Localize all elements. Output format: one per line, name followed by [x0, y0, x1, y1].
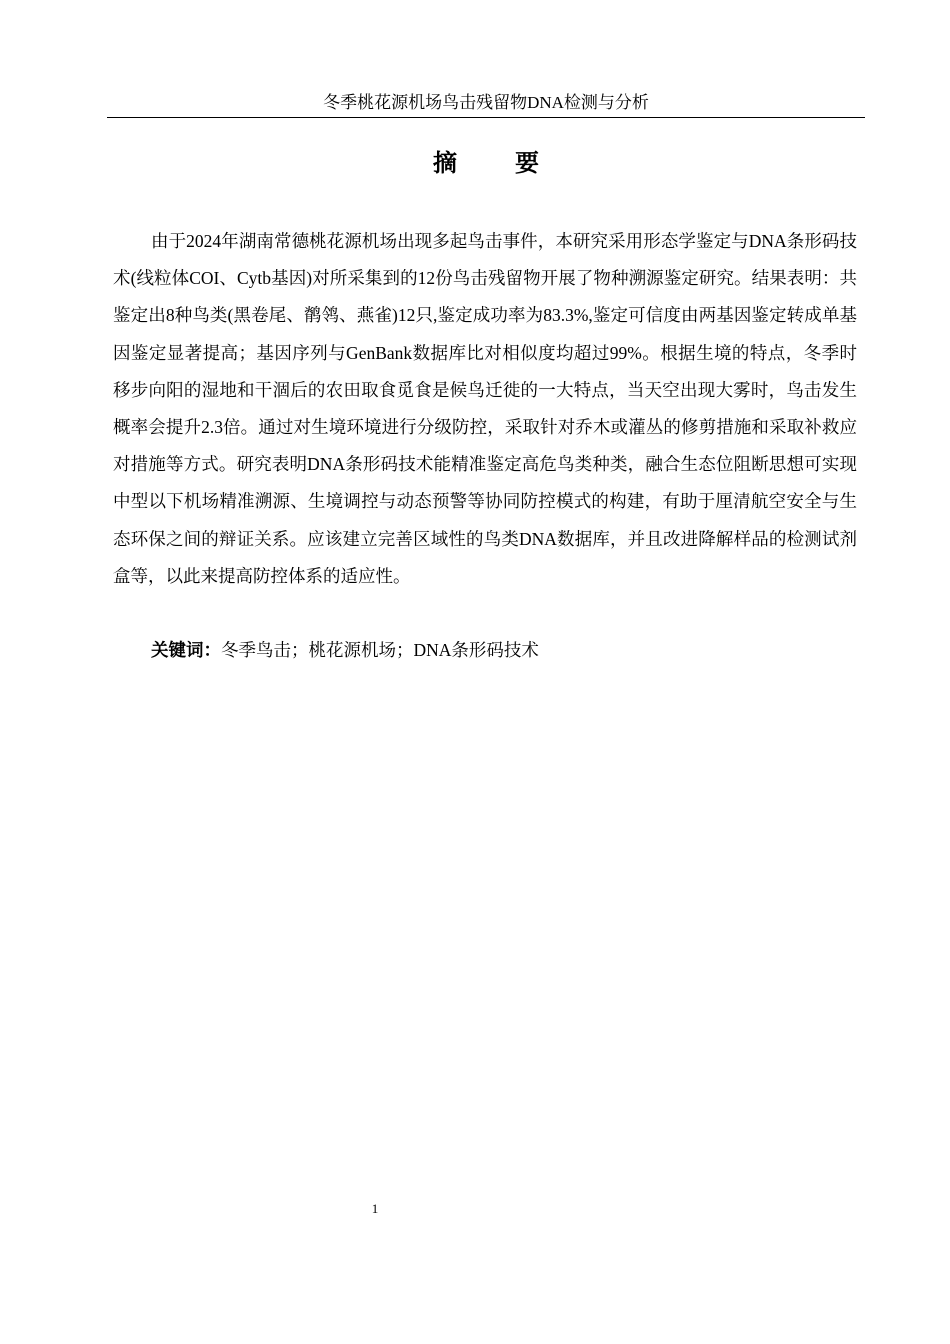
keywords-line [151, 632, 539, 668]
running-header: 冬季桃花源机场鸟击残留物DNA检测与分析 [107, 92, 865, 118]
keywords-label: 关键词： [151, 640, 221, 660]
abstract-title: 摘要 [433, 149, 597, 177]
abstract-body: 由于2024年湖南常德桃花源机场出现多起鸟击事件，本研究采用形态学鉴定与DNA条形码技术(线粒体COI、Cytb基因)对所采集到的12份鸟击残留物开展了物种溯源鉴定研究。结果表明：共鉴定出8种鸟类(黑卷尾、鹡鸰、燕雀)12只,鉴定成功率为83.3%,鉴定可信度由两基因鉴定转成单基因鉴定显著提高；基因序列与GenBank数据库比对相似度均超过99%。根据生境的特点，冬季时移步向阳的湿地和干涸后的农田取食觅食是候鸟迁徙的一大特点，当天空出现大雾时，鸟击发生概率会提升2.3倍。通过对生境环境进行分级防控，采取针对乔木或灌丛的修剪措施和采取补救应对措施等方式。研究表明DNA条形码技术能精准鉴定高危鸟类种类，融合生态位阻断思想可实现中型以下机场精准溯源、生境调控与动态预警等协同防控模式的构建，有助于厘清航空安全与生态环保之间的辩证关系。应该建立完善区域性的鸟类DNA数据库，并且改进降解样品的检测试剂盒等，以此来提高防控体系的适应性。 [113, 231, 857, 586]
page-number: 1 [371, 1201, 379, 1216]
keywords-value: 冬季鸟击；桃花源机场；DNA条形码技术 [221, 640, 539, 660]
